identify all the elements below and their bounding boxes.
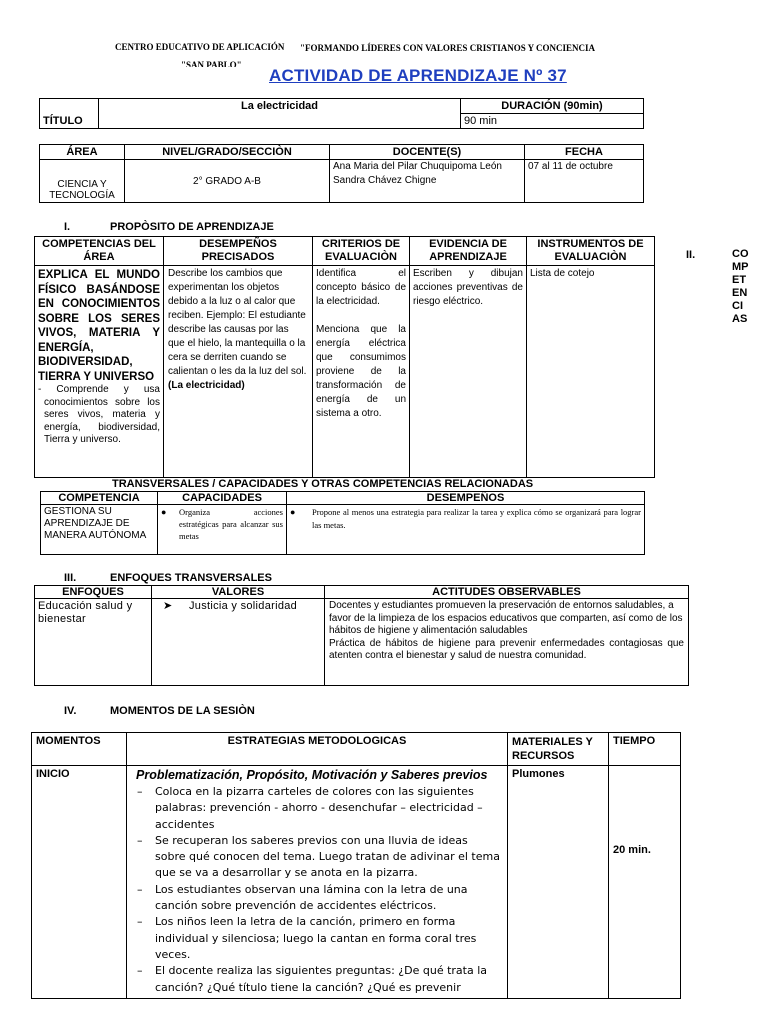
- actitud-2: Práctica de hábitos de higiene para prevenir enfermedades contagiosas que atenten contra el bienestar y salud de nuestra comunidad.: [329, 637, 684, 661]
- dot-bullet-icon: ●: [290, 507, 296, 517]
- docente-2: Sandra Chávez Chigne: [333, 175, 437, 186]
- transversales-table: [40, 491, 645, 555]
- section-2-label: CO MP ET EN CI AS: [732, 248, 749, 325]
- evidencia-text: Escriben y dibujan acciones preventivas de riesgo eléctrico.: [410, 266, 527, 478]
- section-1-number: I.: [64, 221, 71, 233]
- section-4-number: IV.: [64, 705, 77, 717]
- valor-value: Justicia y solidaridad: [189, 600, 298, 612]
- area-value: CIENCIA Y TECNOLOGÍA: [40, 160, 125, 203]
- trans-desempeno-value: Propone al menos una estrategia para realizar la tarea y explica cómo se organizará para lograr las metas.: [312, 507, 641, 530]
- tiempo-value: 20 min.: [609, 766, 681, 999]
- competencias-header: COMPETENCIAS DEL ÁREA: [35, 237, 164, 266]
- strategy-item: – Los niños leen la letra de la canción, primero en forma individual y silenciosa; luego la cantan en forma coral tres veces.: [133, 914, 501, 963]
- trans-desempenos-header: DESEMPEÑOS: [287, 492, 645, 505]
- area-header: ÁREA: [40, 145, 125, 160]
- estrategias-header: ESTRATEGIAS METODOLOGICAS: [127, 733, 508, 766]
- trans-capacidades-header: CAPACIDADES: [158, 492, 287, 505]
- titulo-value: La electricidad: [99, 99, 461, 114]
- enfoque-value: Educación salud y bienestar: [35, 599, 152, 686]
- actitudes-header: ACTITUDES OBSERVABLES: [325, 586, 689, 599]
- page-title: ACTIVIDAD DE APRENDIZAJE Nº 37: [269, 66, 567, 85]
- trans-competencia-value: GESTIONA SU APRENDIZAJE DE MANERA AUTÓNOMA: [41, 505, 158, 555]
- instrumentos-header: INSTRUMENTOS DE EVALUACIÒN: [527, 237, 655, 266]
- grado-value: 2° GRADO A-B: [125, 160, 330, 203]
- momentos-header: MOMENTOS: [32, 733, 127, 766]
- section-1-title: [64, 221, 274, 233]
- purpose-table: [34, 236, 655, 478]
- criterios-header: CRITERIOS DE EVALUACIÒN: [313, 237, 410, 266]
- dot-bullet-icon: ●: [161, 507, 167, 517]
- criterio-2: Menciona que la energía eléctrica que consumimos proviene de la transformación de energía de un sistema a otro.: [316, 324, 406, 419]
- school-subname: "SAN PABLO": [181, 61, 242, 67]
- transversales-title: TRANSVERSALES / CAPACIDADES Y OTRAS COMPETENCIAS RELACIONADAS: [112, 478, 534, 490]
- competencia-text: EXPLICA EL MUNDO FÍSICO BASÁNDOSE EN CONOCIMIENTOS SOBRE LOS SERES VIVOS, MATERIA Y ENERGÍA, BIODIVERSIDAD, TIERRA Y UNIVERSO: [38, 269, 160, 383]
- tiempo-header: TIEMPO: [609, 733, 681, 766]
- section-4-label: MOMENTOS DE LA SESIÒN: [110, 705, 255, 717]
- enfoques-table: [34, 585, 689, 686]
- docente-1: Ana Maria del Pilar Chuquipoma León: [333, 161, 502, 172]
- school-name: CENTRO EDUCATIVO DE APLICACIÓN: [115, 42, 285, 52]
- area-table: [39, 144, 644, 203]
- inicio-subtitle: Problematización, Propósito, Motivación y Saberes previos: [136, 768, 488, 782]
- criterio-1: Identifica el concepto básico de la electricidad.: [316, 268, 406, 307]
- duracion-value: 90 min: [461, 114, 644, 129]
- desempeno-text: Describe los cambios que experimentan los objetos debido a la luz o al calor que reciben. Ejemplo: El estudiante describe las causas por las que el hielo, la mantequilla o la cera se derriten cuando se calientan o les da la luz del sol.: [168, 268, 307, 377]
- trans-capacidad-value: Organiza acciones estratégicas para alcanzar sus metas: [179, 507, 283, 541]
- inicio-label: INICIO: [32, 766, 127, 999]
- section-1-label: PROPÒSITO DE APRENDIZAJE: [110, 221, 274, 233]
- section-2-number: II.: [686, 249, 696, 261]
- school-motto: "FORMANDO LÍDERES CON VALORES CRISTIANOS Y CONCIENCIA: [300, 43, 596, 53]
- duracion-label: DURACIÓN (90min): [461, 99, 644, 114]
- momentos-table: [31, 732, 681, 999]
- strategy-item: – El docente realiza las siguientes preguntas: ¿De qué trata la canción? ¿Qué título tiene la canción? ¿Qué es prevenir: [133, 963, 501, 996]
- strategy-item: – Los estudiantes observan una lámina con la letra de una canción sobre prevención de accidentes eléctricos.: [133, 882, 501, 915]
- desempeno-bold: (La electricidad): [168, 380, 245, 391]
- inicio-strategy-list: [133, 784, 501, 996]
- enfoques-header: ENFOQUES: [35, 586, 152, 599]
- materiales-header: MATERIALES Y RECURSOS: [508, 733, 609, 766]
- docente-header: DOCENTE(S): [330, 145, 525, 160]
- section-4-title: [64, 705, 255, 717]
- instrumento-text: Lista de cotejo: [527, 266, 655, 478]
- titulo-label: TÍTULO: [40, 99, 99, 129]
- strategy-item: – Se recuperan los saberes previos con una lluvia de ideas sobre qué conocen del tema. Luego tratan de adivinar el tema que se va a desarrollar y se anota en la pizarra.: [133, 833, 501, 882]
- title-table: [39, 98, 644, 129]
- desempenos-header: DESEMPEÑOS PRECISADOS: [164, 237, 313, 266]
- section-3-number: III.: [64, 572, 77, 584]
- arrow-bullet-icon: ➤: [163, 600, 173, 612]
- grado-header: NIVEL/GRADO/SECCIÒN: [125, 145, 330, 160]
- evidencia-header: EVIDENCIA DE APRENDIZAJE: [410, 237, 527, 266]
- fecha-header: FECHA: [525, 145, 644, 160]
- competencia-item: - Comprende y usa conocimientos sobre los seres vivos, materia y energía, biodiversidad, Tierra y universo.: [38, 384, 160, 445]
- section-3-label: ENFOQUES TRANSVERSALES: [110, 572, 272, 584]
- fecha-value: 07 al 11 de octubre: [525, 160, 644, 203]
- actitud-1: Docentes y estudiantes promueven la preservación de entornos saludables, a favor de la limpieza de los espacios educativos que comparten, así como de los hábitos de higiene y alimentación saludables: [329, 600, 683, 636]
- trans-competencia-header: COMPETENCIA: [41, 492, 158, 505]
- strategy-item: – Coloca en la pizarra carteles de colores con las siguientes palabras: prevención - ahorro - desenchufar – electricidad – accidentes: [133, 784, 501, 833]
- section-3-title: [64, 572, 272, 584]
- materiales-value: Plumones: [508, 766, 609, 999]
- valores-header: VALORES: [152, 586, 325, 599]
